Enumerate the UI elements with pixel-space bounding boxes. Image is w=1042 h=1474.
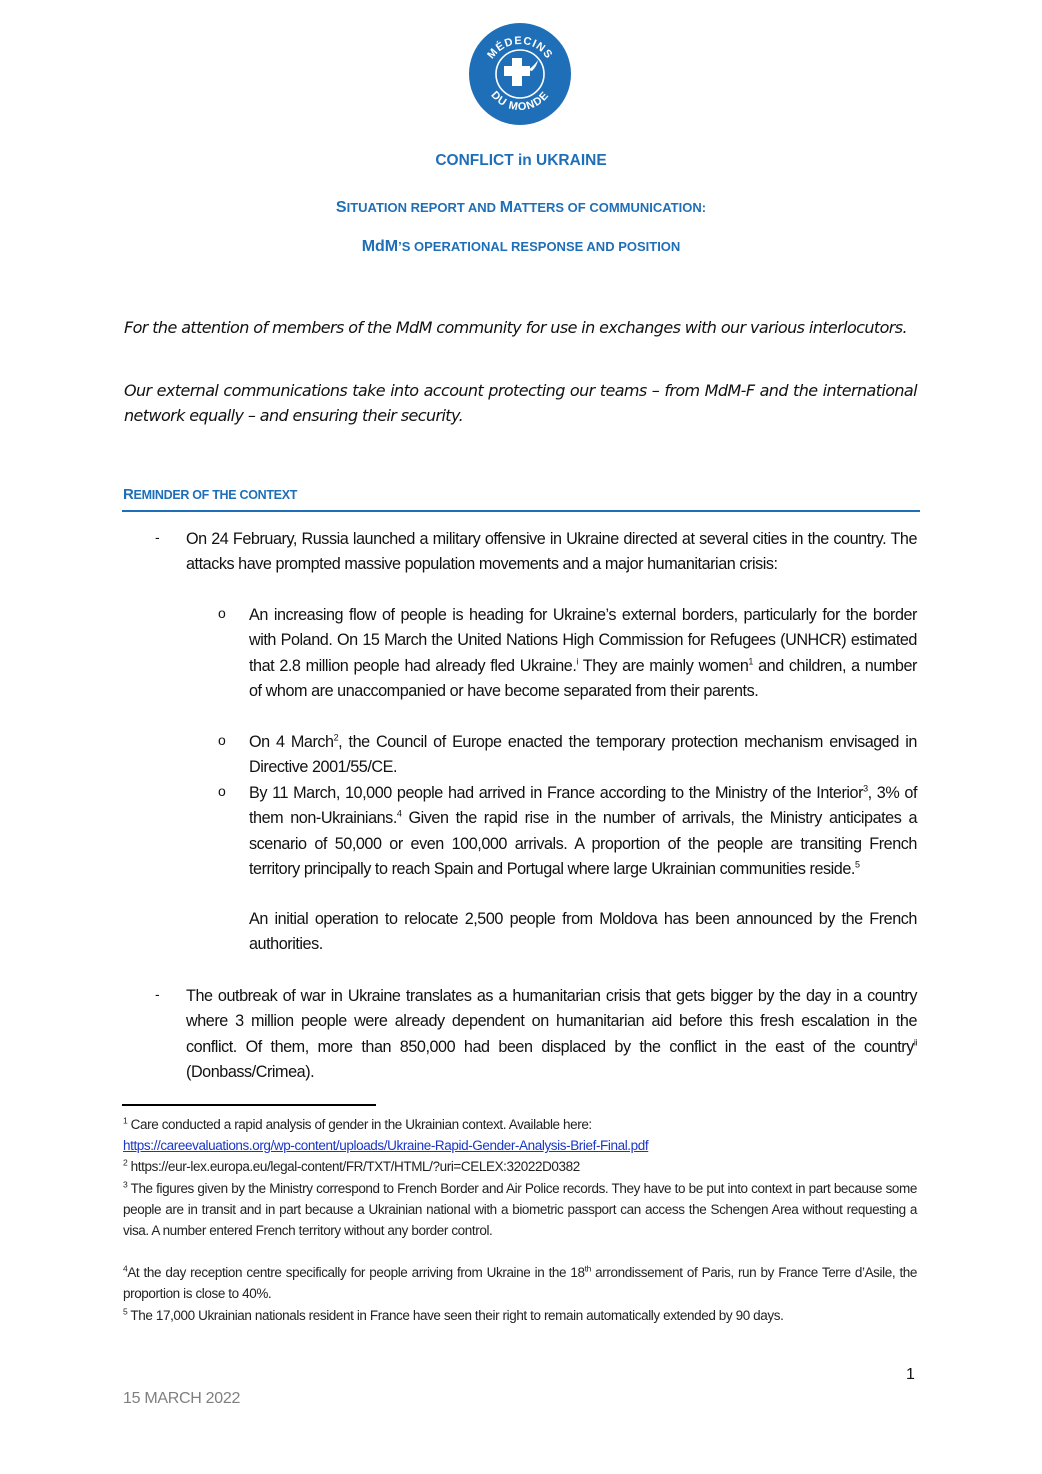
footnote-4: $^4$At the day reception centre specifically for people arriving from Ukraine in the 18th arrondissement of Paris, run by France Terre d’Asile, the proportion is close to 40%. [123, 1263, 918, 1301]
footnote-2: $^2$ https://eur-lex.europa.eu/legal-content/FR/TXT/HTML/?uri=CELEX:32022D0382 [123, 1157, 580, 1174]
list-item: On 24 February, Russia launched a military offensive in Ukraine directed at several cities in the country. The attacks have prompted massive population movements and a major humanitarian crisis: [186, 530, 917, 574]
footnote-link[interactable]: https://careevaluations.org/wp-content/uploads/Ukraine-Rapid-Gender-Analysis-Brief-Final.pdf [123, 1138, 649, 1153]
section-heading: REMINDER OF THE CONTEXT [123, 486, 298, 503]
circle-bullet-icon: o [218, 783, 226, 799]
sub-list-item: An increasing flow of people is heading for Ukraine’s external borders, particularly for the border with Poland. On 15 March the United Nations High Commission for Refugees (UNHCR) estimated that 2.8 million people had already fled Ukraine.$^i$ They are mainly women$^1$ and children, a number of whom are unaccompanied or have become separated from their parents. [249, 606, 917, 700]
document-subtitle: SITUATION REPORT AND MATTERS OF COMMUNICATION: [335, 199, 707, 216]
dash-bullet-icon: - [155, 986, 160, 1002]
intro-paragraph-1: For the attention of members of the MdM community for use in exchanges with our various interlocutors. [124, 318, 907, 337]
intro-paragraph-2: Our external communications take into account protecting our teams – from MdM-F and the international network equally – and ensuring their security. [124, 381, 917, 425]
document-title: CONFLICT in UKRAINE [435, 152, 607, 169]
circle-bullet-icon: o [218, 605, 226, 621]
section-divider [122, 510, 920, 512]
page-number: 1 [906, 1366, 915, 1383]
footnote-1: $^1$ Care conducted a rapid analysis of gender in the Ukrainian context. Available here: https://careevaluations.org/wp-content/uploads/Ukraine-Rapid-Gender-Analysis-Brief-Final.pdf [123, 1115, 649, 1153]
footer-date: 15 MARCH 2022 [123, 1390, 241, 1407]
circle-bullet-icon: o [218, 732, 226, 748]
footnote-5: $^5$ The 17,000 Ukrainian nationals resident in France have seen their right to remain automatically extended by 90 days. [123, 1306, 784, 1323]
sub-list-item-continuation: An initial operation to relocate 2,500 people from Moldova has been announced by the French authorities. [249, 910, 917, 954]
svg-text:DU MONDE: DU MONDE [488, 89, 552, 114]
footnote-3: $^3$ The figures given by the Ministry correspond to French Border and Air Police records. They have to be put into context in part because some people are in transit and in part because a Ukrainian national with a biometric passport can access the Schengen Area without requesting a visa. A number entered French territory without any border control. [123, 1179, 917, 1238]
footnote-separator [122, 1104, 376, 1106]
document-subtitle-2: MdM’S OPERATIONAL RESPONSE AND POSITION [361, 238, 681, 255]
sub-list-item: On 4 March$^2$, the Council of Europe enacted the temporary protection mechanism envisaged in Directive 2001/55/CE. [249, 732, 917, 777]
svg-text:MÉDECINS: MÉDECINS [485, 34, 555, 62]
list-item: The outbreak of war in Ukraine translates as a humanitarian crisis that gets bigger by the day in a country where 3 million people were already dependent on humanitarian aid before this fresh escalation in the conflict. Of them, more than 850,000 had been displaced by the conflict in the east of the country$^{ii}$ (Donbass/Crimea). [186, 987, 917, 1081]
dash-bullet-icon: - [155, 529, 160, 545]
medecins-du-monde-logo [468, 22, 572, 126]
sub-list-item: By 11 March, 10,000 people had arrived in France according to the Ministry of the Interior$^3$, 3% of them non-Ukrainians.$^4$ Given the rapid rise in the number of arrivals, the Ministry anticipates a scenario of 50,000 or even 100,000 arrivals. A proportion of the people are transiting French territory principally to reach Spain and Portugal where large Ukrainian communities reside.$^5$ [249, 783, 917, 878]
